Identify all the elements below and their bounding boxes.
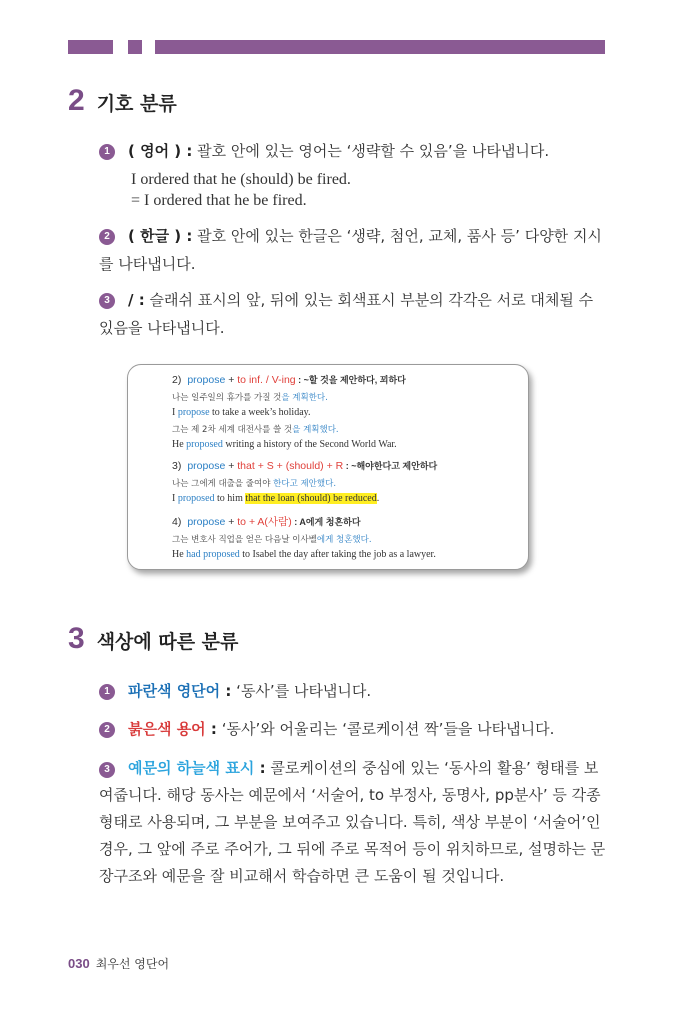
item-text: 콜로케이션의 중심에 있는 ‘동사의 활용’ 형태를 보여줍니다. 해당 동사는 예문에서 ‘서술어, to 부정사, 동명사, pp분사’ 등 각종 형태로 사용되며, 그 부분을 보여주고 있습니다. 특히, 색상 부분이 ‘서술어’인 경우, 그 앞에 주로 주어가, 그 뒤에 주로 목적어 등이 위치하므로, 설명하는 문장구조와 예문을 잘 비교해서 학습하면 큰 도움이 될 것입니다. xyxy=(99,759,606,885)
english-example: I propose to take a week’s holiday. xyxy=(172,406,311,418)
page-footer xyxy=(68,955,169,972)
example-line: = I ordered that he be fired. xyxy=(131,192,307,209)
sample-entry-3 xyxy=(172,459,522,505)
entry-meaning: : ~할 것을 제안하다, 꾀하다 xyxy=(295,375,406,385)
collocation-pattern: that + S + (should) + R xyxy=(237,460,344,472)
bullet-number: 2 xyxy=(99,229,115,245)
section-heading: 색상에 따른 분류 xyxy=(96,631,239,653)
sample-entry-box xyxy=(127,364,529,570)
top-bar-segment-1 xyxy=(68,40,113,54)
book-title: 최우선 영단어 xyxy=(95,957,170,971)
item-text: ‘동사’와 어울리는 ‘콜로케이션 짝’들을 나타냅니다. xyxy=(216,720,555,738)
list-item: 2 붉은색 용어 : ‘동사’와 어울리는 ‘콜로케이션 짝’들을 나타냅니다. xyxy=(99,715,609,743)
item-keyword: ( 한글 ) : xyxy=(128,227,193,245)
section-number: 2 xyxy=(68,84,85,117)
top-bar-segment-3 xyxy=(155,40,605,54)
korean-example: 나는 일주일의 휴가를 가질 것을 계획한다. xyxy=(172,393,328,403)
top-bar-segment-2 xyxy=(128,40,142,54)
section-3-title xyxy=(68,622,238,656)
sample-entry-4 xyxy=(172,515,522,561)
item-keyword: 예문의 하늘색 표시 xyxy=(128,759,255,777)
highlighted-clause: that the loan (should) be reduced xyxy=(245,492,377,504)
item-text: 슬래쉬 표시의 앞, 뒤에 있는 회색표시 부분의 각각은 서로 대체될 수 있음을 나타냅니다. xyxy=(99,291,594,337)
bullet-number: 1 xyxy=(99,144,115,160)
verb-label: propose xyxy=(187,460,226,472)
item-text: 괄호 안에 있는 영어는 ‘생략할 수 있음’을 나타냅니다. xyxy=(192,142,550,160)
english-example: He proposed writing a history of the Second World War. xyxy=(172,438,397,450)
list-item: 1 파란색 영단어 : ‘동사’를 나타냅니다. xyxy=(99,677,609,705)
list-item xyxy=(99,222,609,278)
item-keyword: ( 영어 ) : xyxy=(128,142,193,160)
item-text: 괄호 안에 있는 한글은 ‘생략, 첨언, 교체, 품사 등’ 다양한 지시를 나타냅니다. xyxy=(99,227,602,273)
korean-example: 그는 변호사 직업을 얻은 다음날 이사벨에게 청혼했다. xyxy=(172,535,372,545)
verb-label: propose xyxy=(187,374,226,386)
list-item: 3 예문의 하늘색 표시 : 콜로케이션의 중심에 있는 ‘동사의 활용’ 형태를 보여줍니다. 해당 동사는 예문에서 ‘서술어, to 부정사, 동명사, pp분사’ 등 각종 형태로 사용되며, 그 부분을 보여주고 있습니다. 특히, 색상 부분이 ‘서술어’인 경우, 그 앞에 주로 주어가, 그 뒤에 주로 목적어 등이 위치하므로, 설명하는 문장구조와 예문을 잘 비교해서 학습하면 큰 도움이 될 것입니다. xyxy=(99,759,606,885)
list-item xyxy=(99,286,609,342)
example-line: I ordered that he (should) be fired. xyxy=(131,171,351,188)
collocation-pattern: to inf. / V-ing xyxy=(237,374,296,386)
entry-meaning: : ~해야한다고 제안하다 xyxy=(343,461,438,471)
english-example: He had proposed to Isabel the day after taking the job as a lawyer. xyxy=(172,548,436,560)
korean-example: 나는 그에게 대출을 줄여야 한다고 제안했다. xyxy=(172,479,337,489)
item-text: ‘동사’를 나타냅니다. xyxy=(231,682,372,700)
verb-label: propose xyxy=(187,516,226,528)
item-keyword: 파란색 영단어 xyxy=(128,682,221,700)
item-keyword: 붉은색 용어 xyxy=(128,720,206,738)
entry-head: 4) propose + to + A(사람) : A에게 청혼하다 xyxy=(172,516,361,528)
entry-head: 2) propose + to inf. / V-ing : ~할 것을 제안하다, 꾀하다 xyxy=(172,374,406,386)
list-item xyxy=(99,137,609,165)
entry-head: 3) propose + that + S + (should) + R : ~해야한다고 제안하다 xyxy=(172,460,438,472)
page-number: 030 xyxy=(68,956,90,971)
section-2-title xyxy=(68,84,177,118)
english-example: I proposed to him that the loan (should) be reduced. xyxy=(172,492,380,504)
entry-meaning: : A에게 청혼하다 xyxy=(291,517,361,527)
bullet-number: 1 xyxy=(99,684,115,700)
bullet-number: 2 xyxy=(99,722,115,738)
sample-entry-2 xyxy=(172,373,522,451)
bullet-number: 3 xyxy=(99,293,115,309)
section-number: 3 xyxy=(68,622,85,655)
korean-example: 그는 제 2차 세계 대전사를 쓸 것을 계획했다. xyxy=(172,425,339,435)
item-keyword: / : xyxy=(128,291,145,309)
bullet-number: 3 xyxy=(99,762,115,778)
section-heading: 기호 분류 xyxy=(96,93,177,115)
collocation-pattern: to + A(사람) xyxy=(237,516,292,528)
